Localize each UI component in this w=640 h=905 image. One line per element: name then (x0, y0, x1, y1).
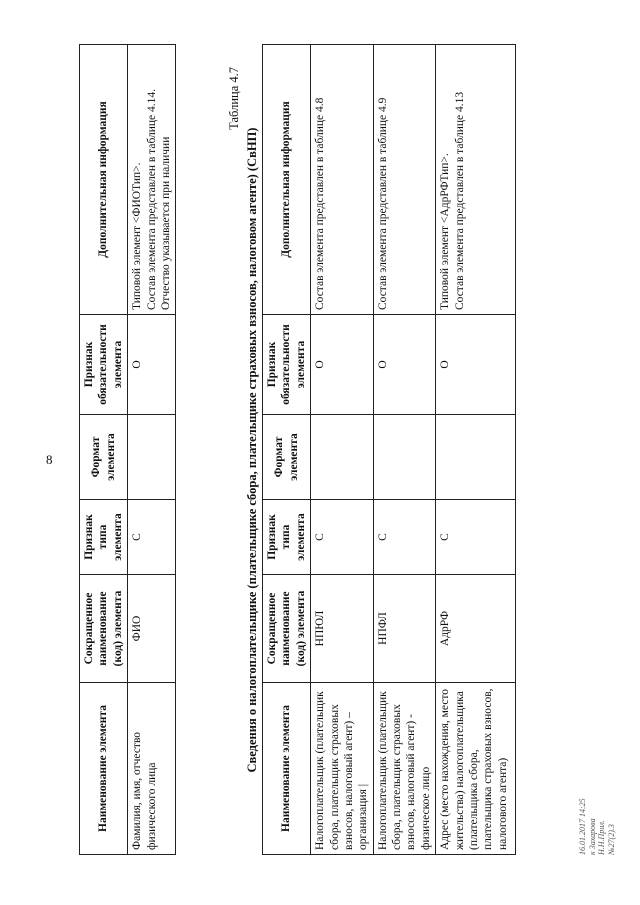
footer-date: 16.01.2017 14:25 (578, 798, 587, 855)
header-required: Признак обязательности элемента (80, 315, 128, 415)
cell-info: Типовой элемент <АдрРФТип>. Состав элемента представлен в таблице 4.13 (436, 45, 516, 315)
header-format: Формат элемента (80, 415, 128, 500)
cell-type: С (373, 500, 436, 575)
table-1-block (79, 44, 176, 855)
cell-code: НПФЛ (373, 575, 436, 683)
page-number: 8 (46, 452, 53, 467)
cell-format (373, 415, 436, 500)
table-4-7-label: Таблица 4.7 (227, 67, 241, 130)
cell-code: АдрРФ (436, 575, 516, 683)
table-row (373, 45, 436, 855)
cell-type: С (128, 500, 176, 575)
table-row (311, 45, 374, 855)
cell-required: О (128, 315, 176, 415)
cell-code: НПЮЛ (311, 575, 374, 683)
header-type: Признак типа элемента (263, 500, 311, 575)
table-row (436, 45, 516, 855)
cell-name: Фамилия, имя, отчество физического лица (128, 683, 176, 855)
cell-format (436, 415, 516, 500)
cell-info: Состав элемента представлен в таблице 4.9 (373, 45, 436, 315)
header-required: Признак обязательности элемента (263, 315, 311, 415)
table-4-7 (262, 44, 516, 855)
cell-format (311, 415, 374, 500)
footer-stamp (578, 793, 616, 855)
cell-required: О (436, 315, 516, 415)
cell-type: С (311, 500, 374, 575)
header-code: Сокращенное наименование (код) элемента (263, 575, 311, 683)
cell-type: С (436, 500, 516, 575)
header-info: Дополнительная информация (80, 45, 128, 315)
table-1-header-row (80, 45, 128, 855)
header-name: Наименование элемента (263, 683, 311, 855)
footer-ref: к Захарова Н.Н.Прил.№27(2).3 (587, 818, 616, 855)
cell-name: Налогоплательщик (плательщик сбора, плательщик страховых взносов, налоговый агент) – организация | (311, 683, 374, 855)
cell-code: ФИО (128, 575, 176, 683)
table-4-7-block (262, 44, 516, 855)
cell-required: О (311, 315, 374, 415)
table-4-7-header-row (263, 45, 311, 855)
cell-required: О (373, 315, 436, 415)
header-format: Формат элемента (263, 415, 311, 500)
table-row (128, 45, 176, 855)
header-code: Сокращенное наименование (код) элемента (80, 575, 128, 683)
table-1 (79, 44, 176, 855)
cell-name: Налогоплательщик (плательщик сбора, плательщик страховых взносов, налоговый агент) - физическое лицо (373, 683, 436, 855)
cell-info: Состав элемента представлен в таблице 4.8 (311, 45, 374, 315)
header-name: Наименование элемента (80, 683, 128, 855)
header-info: Дополнительная информация (263, 45, 311, 315)
cell-name: Адрес (место нахождения, место жительства) налогоплательщика (плательщика сбора, плательщика страховых взносов, налогового агента) (436, 683, 516, 855)
cell-info: Типовой элемент <ФИОТип>. Состав элемента представлен в таблице 4.14. Отчество указывается при наличии (128, 45, 176, 315)
cell-format (128, 415, 176, 500)
table-4-7-title: Сведения о налогоплательщике (плательщике сбора, плательщике страховых взносов, налоговом агенте) (СвНП) (245, 127, 259, 773)
header-type: Признак типа элемента (80, 500, 128, 575)
